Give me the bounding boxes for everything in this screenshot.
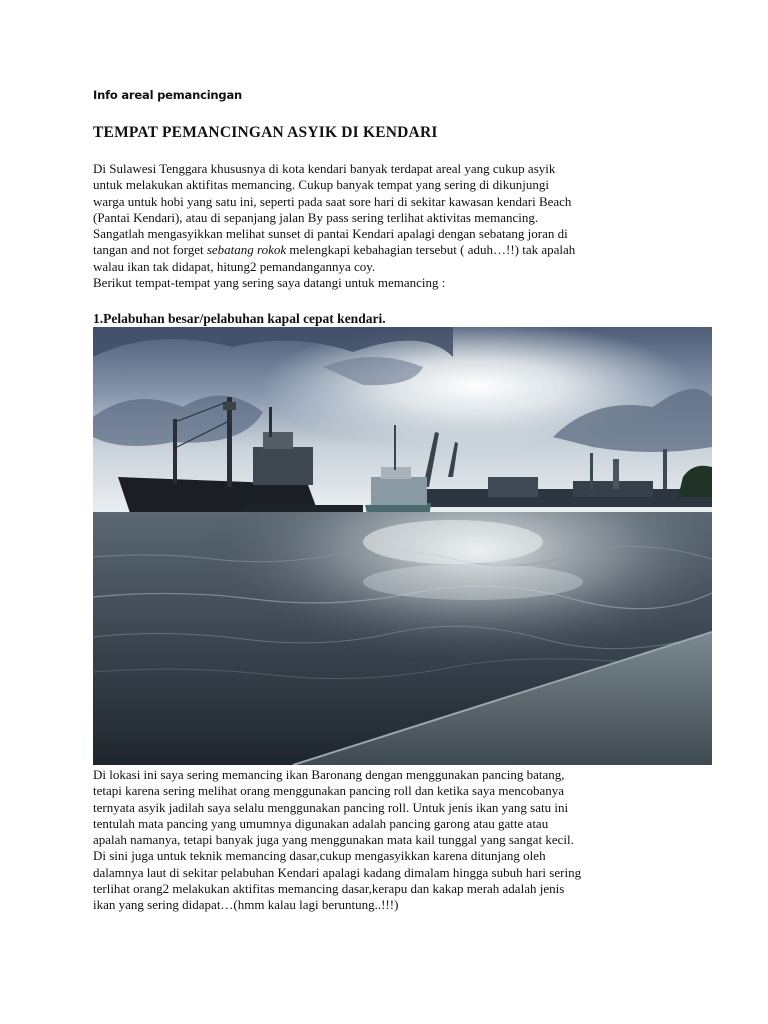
intro-line: Berikut tempat-tempat yang sering saya datangi untuk memancing : [93,275,446,291]
section-line: Di sini juga untuk teknik memancing dasar,cukup mengasyikkan karena ditunjang oleh [93,848,546,864]
section-line: Di lokasi ini saya sering memancing ikan Baronang dengan menggunakan pancing batang, [93,767,565,782]
intro-line: Sangatlah mengasyikkan melihat sunset di pantai Kendari apalagi dengan sebatang joran di [93,226,568,242]
intro-paragraph [93,161,713,291]
page-title: TEMPAT PEMANCINGAN ASYIK DI KENDARI [93,124,438,141]
intro-line: untuk melakukan aktifitas memancing. Cukup banyak tempat yang sering di dikunjungi [93,177,549,193]
section-line: ternyata asyik jadilah saya selalu menggunakan pancing roll. Untuk jenis ikan yang satu ini [93,799,569,815]
kicker-label: Info areal pemancingan [93,88,242,102]
intro-text: melengkapi kebahagian tersebut ( aduh…!!) tak apalah [286,242,576,258]
intro-emphasis: sebatang rokok [206,242,287,258]
section-line: tentulah mata pancing yang umumnya digunakan adalah pancing garong atau gatte atau [93,815,549,831]
section-line: tetapi karena sering melihat orang menggunakan pancing roll dan ketika saya mencobanya [93,783,565,799]
section-line: dalamnya laut di sekitar pelabuhan Kendari apalagi kadang dimalam hingga subuh hari sering [93,864,582,880]
section-line: ikan yang sering didapat…(hmm kalau lagi beruntung..!!!) [93,897,399,913]
harbor-photo [93,327,712,765]
section-paragraph [93,767,713,914]
intro-line: walau ikan tak didapat, hitung2 pemandangannya coy. [93,258,376,274]
intro-text: tangan and not forget [93,242,207,258]
section-line: terlihat orang2 melakukan aktifitas memancing dasar,kerapu dan kakap merah adalah jenis [93,881,565,897]
intro-line: Di Sulawesi Tenggara khususnya di kota kendari banyak terdapat areal yang cukup asyik [93,161,556,176]
intro-line [93,242,713,258]
section-heading: 1.Pelabuhan besar/pelabuhan kapal cepat kendari. [93,311,386,326]
intro-line: warga untuk hobi yang satu ini, seperti pada saat sore hari di sekitar kawasan kendari Beach [93,193,572,209]
section-line: apalah namanya, tetapi banyak juga yang menggunakan mata kail tunggal yang sangat kecil. [93,832,574,848]
intro-line: (Pantai Kendari), atau di sepanjang jalan By pass sering terlihat aktivitas memancing. [93,209,539,225]
